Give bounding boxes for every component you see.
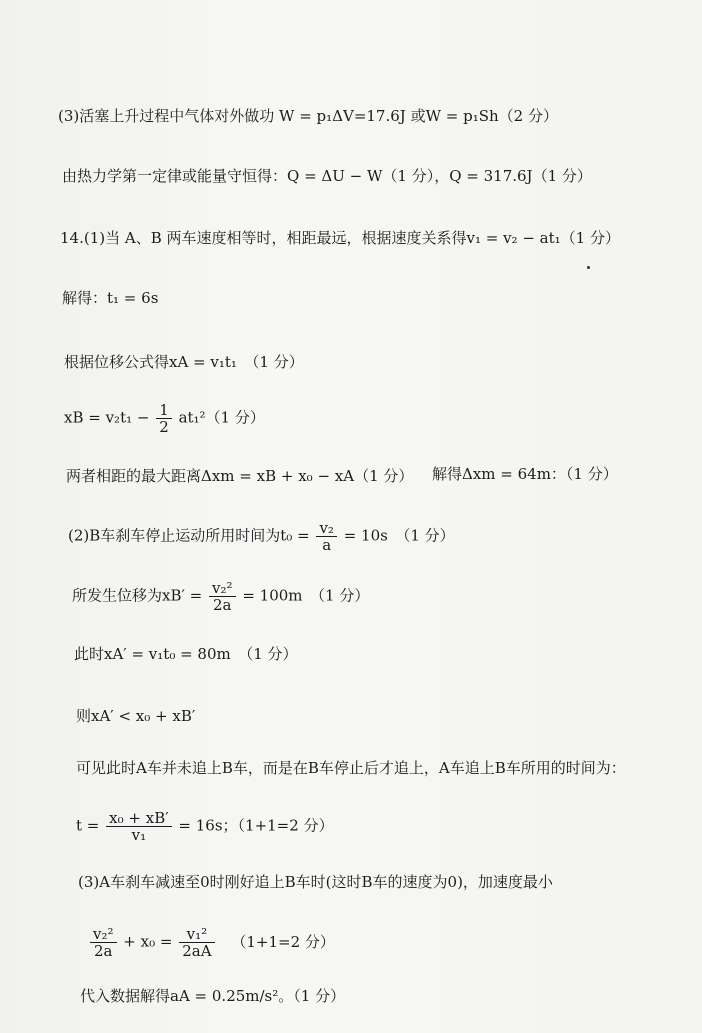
fraction-v2sq-over-2a (90, 926, 117, 959)
formula-t0 (68, 520, 455, 553)
formula-xb-prime-left: 所发生位移为xB′ = (72, 586, 203, 605)
fraction-numerator: 1 (156, 402, 172, 419)
text-line-thermo: 由热力学第一定律或能量守恒得：Q = ΔU − W（1 分），Q = 317.6J（1 分） (62, 167, 592, 185)
text-line-xa: 根据位移公式得xA = v₁t₁ （1 分） (64, 353, 304, 371)
fraction-denominator: a (322, 536, 332, 554)
formula-xb-prime-right: = 100m （1 分） (242, 586, 370, 605)
formula-t (76, 810, 334, 843)
fraction-v2-over-a (316, 520, 337, 553)
text-line-solve-t1: 解得：t₁ = 6s (62, 289, 159, 307)
formula-xb (64, 402, 265, 435)
fraction-numerator: x₀ + xB′ (106, 810, 171, 827)
formula-min-accel-middle: + x₀ = (123, 932, 173, 951)
text-line-max-distance: 两者相距的最大距离Δxm = xB + x₀ − xA（1 分） (66, 467, 414, 485)
formula-t0-right: = 10s （1 分） (343, 526, 455, 545)
formula-t-left: t = (76, 816, 100, 835)
formula-xb-left: xB = v₂t₁ − (64, 408, 150, 427)
fraction-v2sq-over-2a (209, 580, 236, 613)
fraction-numerator: v₂² (209, 580, 236, 597)
fraction-half (156, 402, 172, 435)
text-line-work: (3)活塞上升过程中气体对外做功 W = p₁ΔV=17.6J 或W = p₁Sh（2 分） (58, 107, 558, 125)
fraction-denominator: 2aA (182, 942, 212, 960)
fraction-numerator: v₁² (179, 926, 214, 943)
fraction-denominator: 2a (94, 942, 113, 960)
formula-t-right: = 16s；（1+1=2 分） (178, 816, 334, 835)
fraction-denominator: v₁ (131, 826, 147, 844)
fraction-v1sq-over-2aa (179, 926, 214, 959)
text-line-max-distance-result: 解得Δxm = 64m：（1 分） (432, 465, 618, 483)
text-line-compare: 则xA′ < x₀ + xB′ (76, 707, 196, 725)
fraction-numerator: v₂² (90, 926, 117, 943)
formula-xb-prime (72, 580, 369, 613)
fraction-numerator: v₂ (316, 520, 337, 537)
text-line-q14-3: (3)A车刹车减速至0时刚好追上B车时(这时B车的速度为0)，加速度最小 (78, 873, 553, 891)
text-line-q14-1: 14.(1)当 A、B 两车速度相等时，相距最远，根据速度关系得v₁ = v₂ − at₁（1 分） (60, 229, 620, 247)
formula-xb-right: at₁²（1 分） (178, 408, 265, 427)
speck-mark (587, 266, 590, 269)
fraction-denominator: 2 (159, 418, 169, 436)
text-line-conclusion: 可见此时A车并未追上B车，而是在B车停止后才追上，A车追上B车所用的时间为： (76, 759, 626, 777)
fraction-distance-over-v1 (106, 810, 171, 843)
formula-t0-left: (2)B车刹车停止运动所用时间为t₀ = (68, 526, 310, 545)
text-line-final-answer: 代入数据解得aA = 0.25m/s²。（1 分） (80, 987, 346, 1005)
text-line-xa-prime: 此时xA′ = v₁t₀ = 80m （1 分） (74, 645, 298, 663)
fraction-denominator: 2a (213, 596, 232, 614)
formula-min-accel-score: （1+1=2 分） (231, 932, 335, 951)
formula-min-accel (88, 926, 335, 959)
